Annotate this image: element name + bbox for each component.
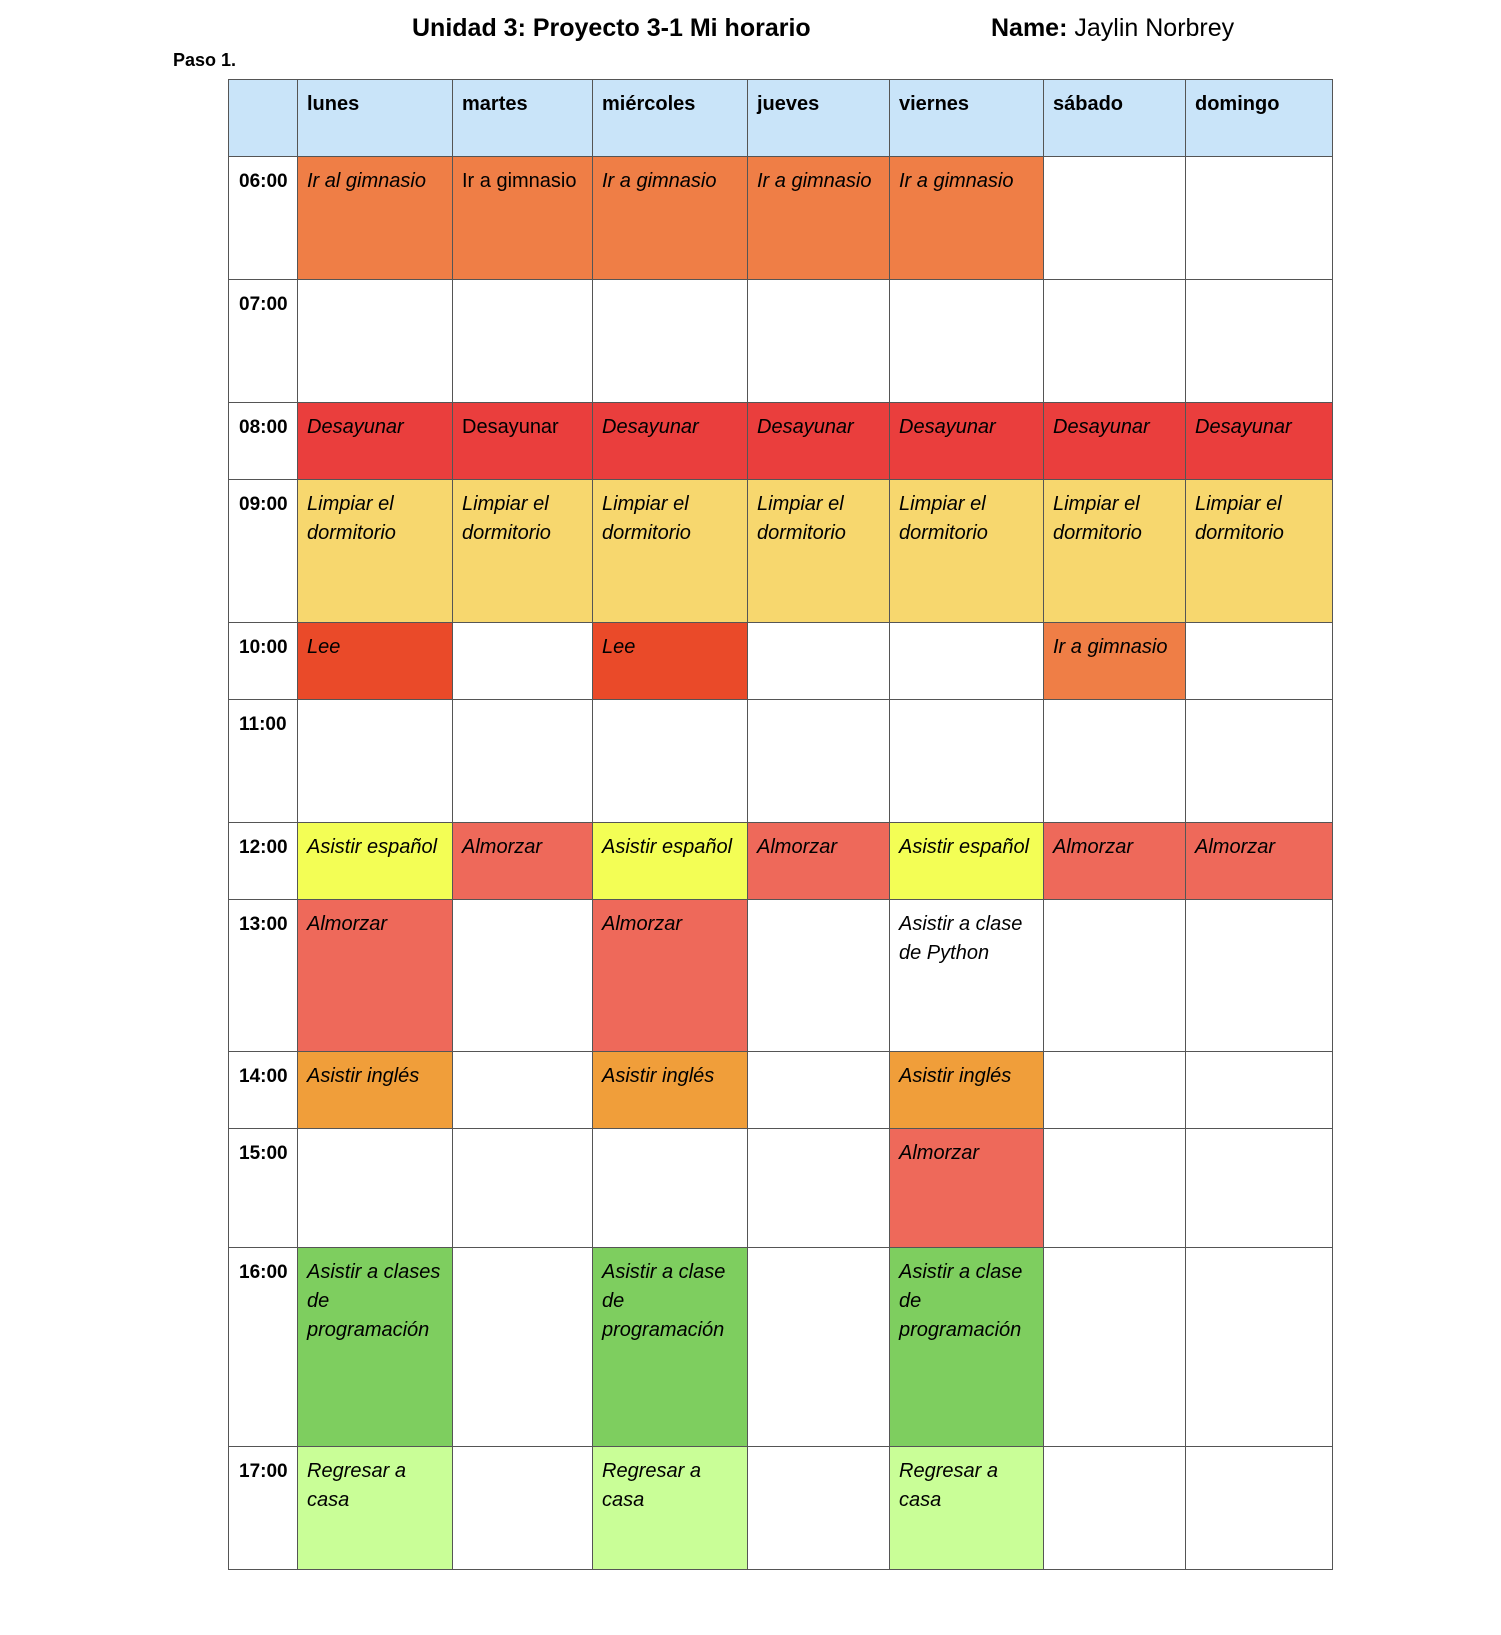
time-cell: 09:00: [229, 480, 298, 623]
activity-cell: [748, 280, 890, 403]
activity-cell: [1186, 1447, 1333, 1570]
activity-cell: Ir a gimnasio: [890, 157, 1044, 280]
table-row: [229, 623, 1333, 700]
table-row: [229, 1447, 1333, 1570]
activity-cell: Ir a gimnasio: [1044, 623, 1186, 700]
activity-cell: Limpiar el dormitorio: [453, 480, 593, 623]
activity-cell: Limpiar el dormitorio: [1186, 480, 1333, 623]
name-label: Name:: [991, 14, 1068, 42]
activity-cell: [1044, 900, 1186, 1052]
table-row: [229, 1052, 1333, 1129]
student-name: Jaylin Norbrey: [1074, 14, 1235, 42]
time-cell: 16:00: [229, 1248, 298, 1447]
activity-cell: [1044, 700, 1186, 823]
activity-cell: [1044, 1248, 1186, 1447]
day-header-viernes: viernes: [890, 80, 1044, 157]
activity-cell: Asistir inglés: [593, 1052, 748, 1129]
activity-cell: [1186, 1129, 1333, 1248]
activity-cell: [453, 280, 593, 403]
activity-cell: Asistir a clase de programación: [593, 1248, 748, 1447]
activity-cell: [453, 1447, 593, 1570]
corner-cell: [229, 80, 298, 157]
activity-cell: [890, 623, 1044, 700]
activity-cell: Ir a gimnasio: [748, 157, 890, 280]
day-header-lunes: lunes: [298, 80, 453, 157]
time-cell: 08:00: [229, 403, 298, 480]
activity-cell: [1044, 280, 1186, 403]
table-row: [229, 700, 1333, 823]
activity-cell: [748, 1248, 890, 1447]
activity-cell: [298, 280, 453, 403]
activity-cell: [748, 900, 890, 1052]
activity-cell: Asistir inglés: [298, 1052, 453, 1129]
activity-cell: [1186, 1248, 1333, 1447]
activity-cell: [748, 1447, 890, 1570]
table-row: [229, 403, 1333, 480]
table-row: [229, 900, 1333, 1052]
activity-cell: [890, 700, 1044, 823]
activity-cell: Desayunar: [748, 403, 890, 480]
time-cell: 06:00: [229, 157, 298, 280]
time-cell: 12:00: [229, 823, 298, 900]
activity-cell: [748, 1052, 890, 1129]
activity-cell: [593, 1129, 748, 1248]
time-cell: 11:00: [229, 700, 298, 823]
schedule-table: [228, 79, 1333, 1570]
activity-cell: Asistir inglés: [890, 1052, 1044, 1129]
activity-cell: Desayunar: [453, 403, 593, 480]
activity-cell: Almorzar: [1044, 823, 1186, 900]
activity-cell: [1186, 1052, 1333, 1129]
activity-cell: Ir a gimnasio: [453, 157, 593, 280]
day-header-martes: martes: [453, 80, 593, 157]
activity-cell: [1044, 157, 1186, 280]
activity-cell: Desayunar: [593, 403, 748, 480]
activity-cell: Desayunar: [298, 403, 453, 480]
day-header-jueves: jueves: [748, 80, 890, 157]
activity-cell: Asistir a clase de Python: [890, 900, 1044, 1052]
activity-cell: Asistir español: [298, 823, 453, 900]
activity-cell: [453, 1129, 593, 1248]
time-cell: 17:00: [229, 1447, 298, 1570]
document-title: Unidad 3: Proyecto 3-1 Mi horario: [412, 14, 811, 42]
activity-cell: Lee: [593, 623, 748, 700]
activity-cell: Desayunar: [1186, 403, 1333, 480]
activity-cell: [1186, 900, 1333, 1052]
day-header-miercoles: miércoles: [593, 80, 748, 157]
time-cell: 10:00: [229, 623, 298, 700]
activity-cell: [1044, 1447, 1186, 1570]
activity-cell: [890, 280, 1044, 403]
activity-cell: [1186, 157, 1333, 280]
activity-cell: Limpiar el dormitorio: [890, 480, 1044, 623]
activity-cell: Almorzar: [453, 823, 593, 900]
activity-cell: [298, 1129, 453, 1248]
activity-cell: Almorzar: [1186, 823, 1333, 900]
table-row: [229, 480, 1333, 623]
day-header-domingo: domingo: [1186, 80, 1333, 157]
activity-cell: [748, 623, 890, 700]
student-name-line: [991, 14, 1234, 43]
activity-cell: [1186, 700, 1333, 823]
activity-cell: Asistir a clase de programación: [890, 1248, 1044, 1447]
activity-cell: [593, 700, 748, 823]
activity-cell: Almorzar: [748, 823, 890, 900]
activity-cell: [453, 700, 593, 823]
activity-cell: Limpiar el dormitorio: [593, 480, 748, 623]
activity-cell: [1186, 623, 1333, 700]
activity-cell: [1186, 280, 1333, 403]
activity-cell: Almorzar: [298, 900, 453, 1052]
activity-cell: Asistir español: [593, 823, 748, 900]
activity-cell: Lee: [298, 623, 453, 700]
table-row: [229, 1129, 1333, 1248]
step-label: Paso 1.: [173, 50, 237, 70]
activity-cell: [298, 700, 453, 823]
activity-cell: Ir al gimnasio: [298, 157, 453, 280]
activity-cell: Limpiar el dormitorio: [1044, 480, 1186, 623]
time-cell: 15:00: [229, 1129, 298, 1248]
activity-cell: Limpiar el dormitorio: [748, 480, 890, 623]
activity-cell: [593, 280, 748, 403]
activity-cell: Ir a gimnasio: [593, 157, 748, 280]
activity-cell: Regresar a casa: [890, 1447, 1044, 1570]
activity-cell: Desayunar: [1044, 403, 1186, 480]
time-cell: 07:00: [229, 280, 298, 403]
activity-cell: Asistir a clases de programación: [298, 1248, 453, 1447]
activity-cell: [453, 900, 593, 1052]
activity-cell: [453, 1248, 593, 1447]
activity-cell: Asistir español: [890, 823, 1044, 900]
activity-cell: [748, 1129, 890, 1248]
activity-cell: [1044, 1129, 1186, 1248]
activity-cell: Desayunar: [890, 403, 1044, 480]
activity-cell: Almorzar: [593, 900, 748, 1052]
activity-cell: Limpiar el dormitorio: [298, 480, 453, 623]
table-row: [229, 280, 1333, 403]
activity-cell: Almorzar: [890, 1129, 1044, 1248]
day-header-sabado: sábado: [1044, 80, 1186, 157]
table-row: [229, 157, 1333, 280]
table-row: [229, 823, 1333, 900]
activity-cell: Regresar a casa: [298, 1447, 453, 1570]
activity-cell: [1044, 1052, 1186, 1129]
day-header-row: [229, 80, 1333, 157]
time-cell: 14:00: [229, 1052, 298, 1129]
activity-cell: [748, 700, 890, 823]
activity-cell: Regresar a casa: [593, 1447, 748, 1570]
time-cell: 13:00: [229, 900, 298, 1052]
table-row: [229, 1248, 1333, 1447]
activity-cell: [453, 623, 593, 700]
activity-cell: [453, 1052, 593, 1129]
